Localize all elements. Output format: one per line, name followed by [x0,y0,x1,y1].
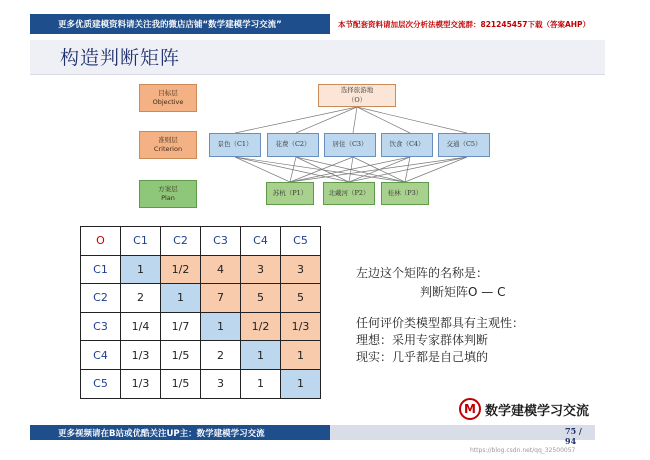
brand-logo-icon: M [459,398,481,420]
matrix-cell: 7 [201,284,241,313]
brand-logo-text: 数学建模学习交流 [485,403,590,419]
matrix-corner: O [81,227,121,256]
level-criterion-zh: 准则层 [158,136,178,145]
matrix-cell: 1/3 [121,341,161,370]
criterion-node-c3: 居住（C3） [324,133,376,157]
matrix-header-row [81,227,321,256]
level-criterion [139,131,197,159]
top-banner-right: 本节配套资料请加层次分析法模型交流群：821245457下载（答案AHP） [330,14,595,34]
matrix-cell: 1/7 [161,312,201,341]
matrix-cell: 1/4 [121,312,161,341]
matrix-cell: 1 [121,255,161,284]
matrix-cell: 3 [201,369,241,398]
matrix-col-header: C1 [121,227,161,256]
level-objective-en: Objective [152,98,184,106]
level-criterion-en: Criterion [153,145,183,153]
matrix-cell: 1 [241,369,281,398]
matrix-row [81,255,321,284]
matrix-cell: 1/3 [281,312,321,341]
matrix-cell: 5 [281,284,321,313]
level-plan-zh: 方案层 [158,185,178,194]
matrix-cell: 3 [241,255,281,284]
matrix-row [81,284,321,313]
criterion-node-c5: 交通（C5） [438,133,490,157]
goal-node [318,84,396,107]
matrix-cell: 1/2 [241,312,281,341]
alternative-node-p1: 苏杭（P1） [266,182,314,205]
matrix-col-header: C4 [241,227,281,256]
explanation-line: 现实：几乎都是自己填的 [356,350,489,364]
explanation-line: 判断矩阵O — C [420,285,506,299]
judgment-matrix [80,226,321,399]
matrix-cell: 3 [281,255,321,284]
alternative-node-p3: 桂林（P3） [381,182,429,205]
matrix-col-header: C3 [201,227,241,256]
goal-node-line2: （O） [347,95,367,104]
matrix-cell: 1 [281,341,321,370]
level-objective [139,84,197,112]
matrix-cell: 2 [201,341,241,370]
level-plan [139,180,197,208]
bottom-banner-left: 更多视频请在B站或优酷关注UP主：数学建模学习交流 [30,425,330,440]
matrix-cell: 1 [281,369,321,398]
matrix-row-header: C2 [81,284,121,313]
matrix-cell: 2 [121,284,161,313]
matrix-row-header: C4 [81,341,121,370]
matrix-col-header: C2 [161,227,201,256]
criterion-node-c2: 花费（C2） [267,133,319,157]
matrix-cell: 4 [201,255,241,284]
matrix-row-header: C3 [81,312,121,341]
explanation-line: 理想：采用专家群体判断 [356,333,489,347]
matrix-cell: 1/3 [121,369,161,398]
matrix-row [81,312,321,341]
explanation-line: 左边这个矩阵的名称是： [356,266,489,280]
matrix-row-header: C1 [81,255,121,284]
watermark: https://blog.csdn.net/qq_32500057 [470,447,576,454]
criterion-node-c1: 景色（C1） [209,133,261,157]
matrix-cell: 1 [241,341,281,370]
matrix-cell: 1/5 [161,369,201,398]
alternative-node-p2: 北戴河（P2） [323,182,375,205]
page-title: 构造判断矩阵 [60,47,181,69]
page-indicator: 75 / 94 [565,426,582,446]
matrix-col-header: C5 [281,227,321,256]
criterion-node-c4: 饮食（C4） [381,133,433,157]
matrix-row-header: C5 [81,369,121,398]
brand-logo [459,398,589,420]
matrix-cell: 1/2 [161,255,201,284]
goal-node-line1: 选择旅游地 [340,86,374,95]
matrix-row [81,341,321,370]
level-plan-en: Plan [161,194,175,202]
bottom-banner [30,425,595,446]
matrix-cell: 5 [241,284,281,313]
explanation-line: 任何评价类模型都具有主观性： [356,316,525,330]
top-banner-left: 更多优质建模资料请关注我的微店店铺“数学建模学习交流” [30,14,330,34]
matrix-cell: 1/5 [161,341,201,370]
level-objective-zh: 目标层 [158,89,178,98]
matrix-cell: 1 [201,312,241,341]
matrix-cell: 1 [161,284,201,313]
matrix-row [81,369,321,398]
